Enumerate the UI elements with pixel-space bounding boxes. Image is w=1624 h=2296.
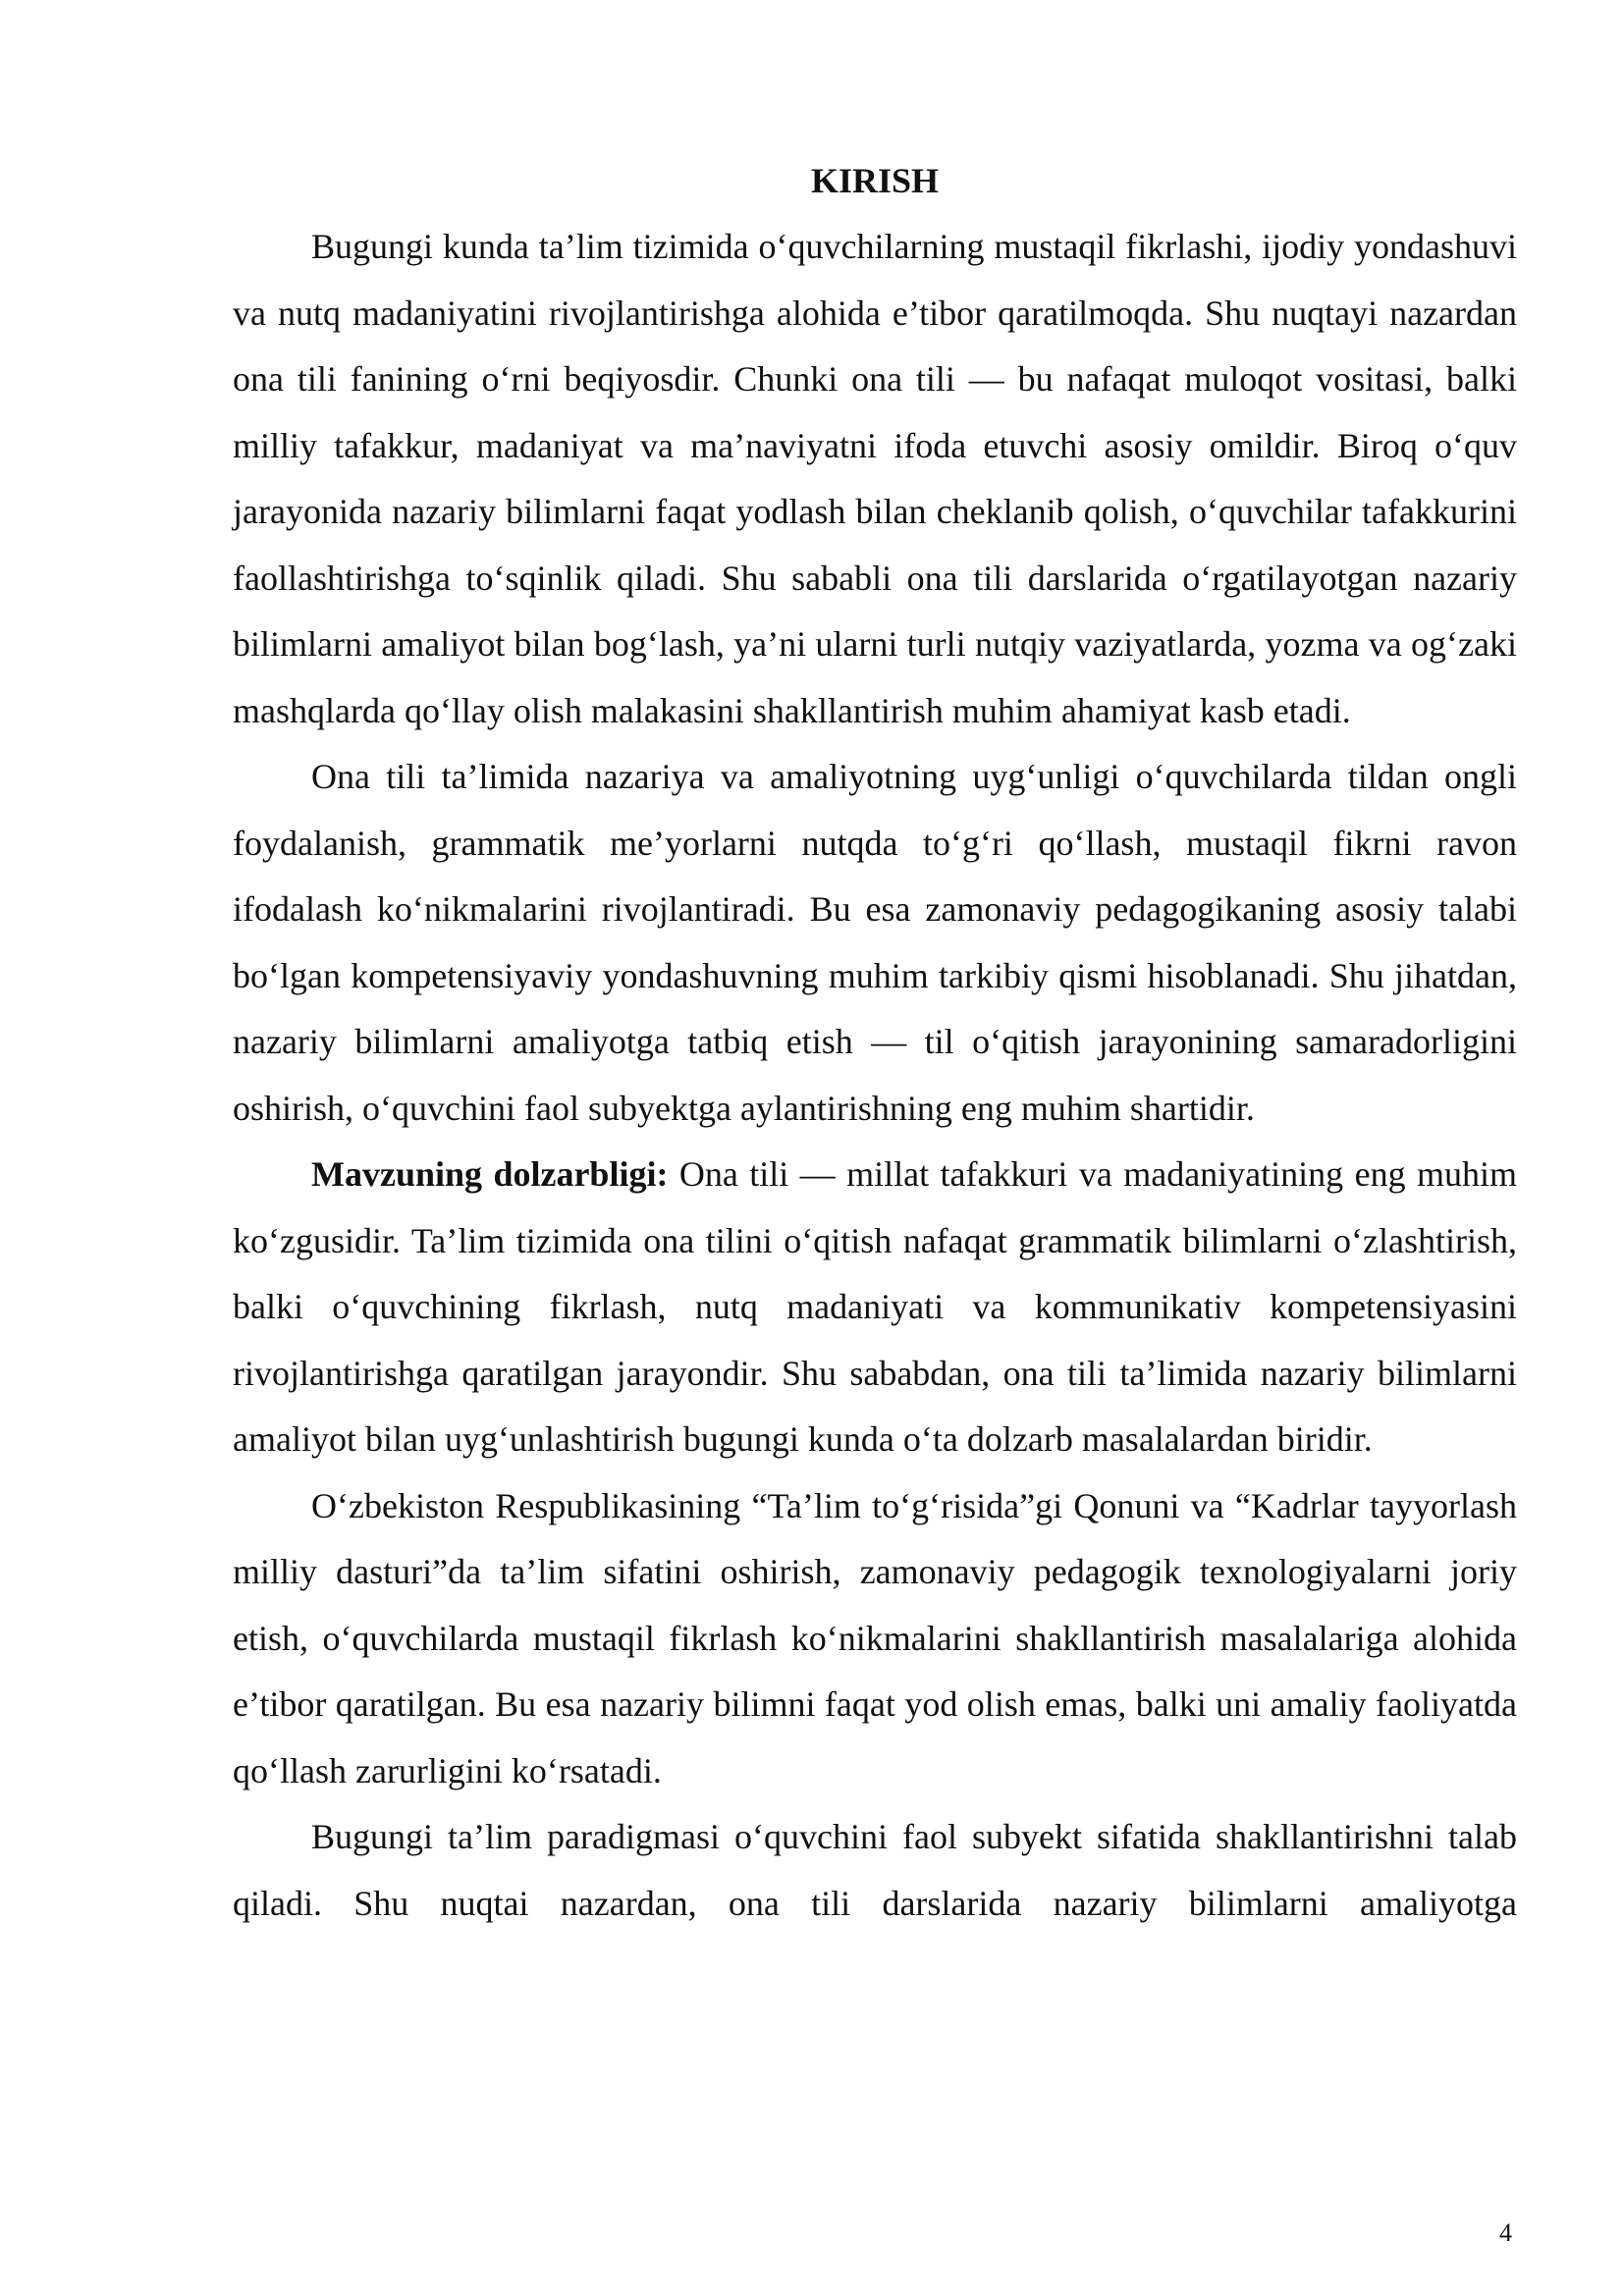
- page-number: 4: [1499, 2218, 1512, 2247]
- paragraph-legislation: [233, 1473, 1517, 1805]
- paragraph-intro: [233, 214, 1517, 744]
- paragraph-paradigm: [233, 1804, 1517, 1937]
- paragraph-relevance: [233, 1142, 1517, 1473]
- paragraph-text: Ona tili ta’limida nazariya va amaliyotning uyg‘unligi o‘quvchilarda tildan ongli foydalanish, grammatik me’yorlarni nutqda to‘g‘ri qo‘llash, mustaqil fikrni ravon ifodalash ko‘nikmalarini rivojlantiradi. Bu esa zamonaviy pedagogikaning asosiy talabi bo‘lgan kompetensiyaviy yondashuvning muhim tarkibiy qismi hisoblanadi. Shu jihatdan, nazariy bilimlarni amaliyotga tatbiq etish — til o‘qitish jarayonining samaradorligini oshirish, o‘quvchini faol subyektga aylantirishning eng muhim shartidir.: [233, 757, 1517, 1128]
- paragraph-text: Bugungi kunda ta’lim tizimida o‘quvchilarning mustaqil fikrlashi, ijodiy yondashuvi va nutq madaniyatini rivojlantirishga alohida e’tibor qaratilmoqda. Shu nuqtayi nazardan ona tili fanining o‘rni beqiyosdir. Chunki ona tili — bu nafaqat muloqot vositasi, balki milliy tafakkur, madaniyat va ma’naviyatni ifoda etuvchi asosiy omildir. Biroq o‘quv jarayonida nazariy bilimlarni faqat yodlash bilan cheklanib qolish, o‘quvchilar tafakkurini faollashtirishga to‘sqinlik qiladi. Shu sababli ona tili darslarida o‘rgatilayotgan nazariy bilimlarni amaliyot bilan bog‘lash, ya’ni ularni turli nutqiy vaziyatlarda, yozma va og‘zaki mashqlarda qo‘llay olish malakasini shakllantirish muhim ahamiyat kasb etadi.: [233, 227, 1517, 730]
- paragraph-text: O‘zbekiston Respublikasining “Ta’lim to‘g‘risida”gi Qonuni va “Kadrlar tayyorlash milliy dasturi”da ta’lim sifatini oshirish, zamonaviy pedagogik texnologiyalarni joriy etish, o‘quvchilarda mustaqil fikrlash ko‘nikmalarini shakllantirish masalalariga alohida e’tibor qaratilgan. Bu esa nazariy bilimni faqat yod olish emas, balki uni amaliy faoliyatda qo‘llash zarurligini ko‘rsatadi.: [233, 1485, 1517, 1790]
- paragraph-theory-practice: [233, 744, 1517, 1142]
- paragraph-text: Ona tili — millat tafakkuri va madaniyatining eng muhim ko‘zgusidir. Ta’lim tizimida ona tilini o‘qitish nafaqat grammatik bilimlarni o‘zlashtirish, balki o‘quvchining fikrlash, nutq madaniyati va kommunikativ kompetensiyasini rivojlantirishga qaratilgan jarayondir. Shu sababdan, ona tili ta’limida nazariy bilimlarni amaliyot bilan uyg‘unlashtirish bugungi kunda o‘ta dolzarb masalalardan biridir.: [233, 1154, 1517, 1459]
- document-page: [233, 147, 1517, 1937]
- page-title: KIRISH: [810, 161, 940, 200]
- paragraph-lead: Mavzuning dolzarbligi:: [311, 1154, 669, 1194]
- paragraph-text: Bugungi ta’lim paradigmasi o‘quvchini faol subyekt sifatida shakllantirishni talab qiladi. Shu nuqtai nazardan, ona tili darslarida nazariy bilimlarni amaliyotga: [233, 1817, 1517, 1923]
